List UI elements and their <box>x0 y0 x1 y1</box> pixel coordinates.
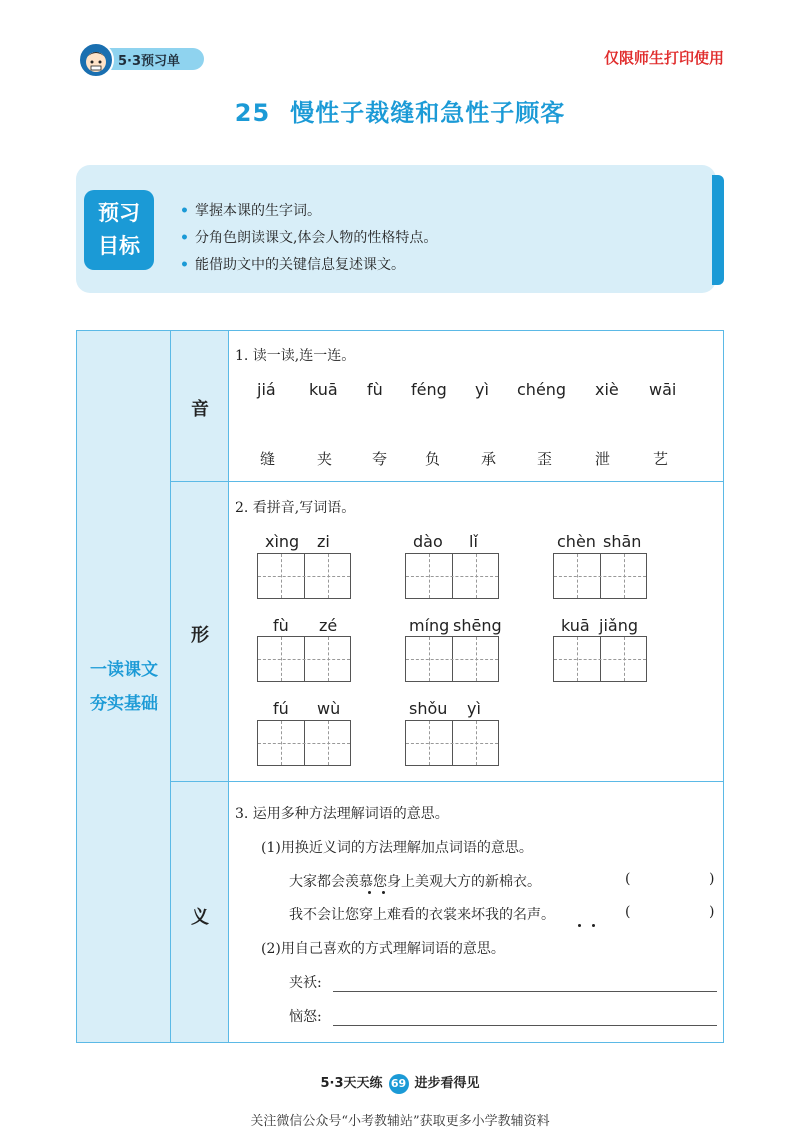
q1-pinyin: féng <box>411 380 447 399</box>
q3-prompt: 3. 运用多种方法理解词语的意思。 <box>235 806 449 822</box>
q1-hanzi: 艺 <box>653 450 669 468</box>
section-column <box>171 331 229 1042</box>
emphasis-dot <box>368 891 371 894</box>
q1-hanzi: 夸 <box>372 450 388 468</box>
q2-pinyin: wù <box>317 699 341 718</box>
q2-pinyin: shǒu <box>409 699 448 718</box>
footer-left: 5·3天天练 <box>320 1076 383 1091</box>
writing-box[interactable] <box>553 636 647 682</box>
q2-pinyin: lǐ <box>469 532 478 551</box>
mascot-avatar-icon <box>78 42 114 78</box>
q1-pinyin: wāi <box>649 380 677 399</box>
s2-before: 我不会让您穿上难看的衣裳来坏我的 <box>289 907 513 923</box>
goal-item: • 分角色朗读课文,体会人物的性格特点。 <box>180 225 437 252</box>
word1-label: 夹袄: <box>289 975 322 991</box>
q2-pinyin: shān <box>603 532 642 551</box>
emphasis-dot <box>578 924 581 927</box>
q1-hanzi: 夹 <box>317 450 333 468</box>
s2-paren-open: ( <box>625 904 631 920</box>
q2-pinyin: zi <box>317 532 330 551</box>
q2-prompt: 2. 看拼音,写词语。 <box>235 500 356 516</box>
writing-box[interactable] <box>257 636 351 682</box>
q2-pinyin: fú <box>273 699 289 718</box>
q2-pinyin: jiǎng <box>599 616 638 635</box>
q2-pinyin: dào <box>413 532 443 551</box>
goals-label <box>84 190 154 270</box>
writing-box[interactable] <box>257 720 351 766</box>
answer-line[interactable] <box>333 991 717 992</box>
side-label-line1: 一读课文 <box>90 660 158 680</box>
s2-after: 。 <box>541 907 555 923</box>
answer-line[interactable] <box>333 1025 717 1026</box>
s1-before: 大家都会 <box>289 874 345 890</box>
header-badge <box>78 42 206 74</box>
page-number: 69 <box>389 1074 409 1094</box>
q2-pinyin: shēng <box>453 616 502 635</box>
s1-paren-open: ( <box>625 871 631 887</box>
s1-paren-close: ) <box>709 871 715 887</box>
footer <box>0 1072 800 1094</box>
section-sound: 音 <box>191 399 209 420</box>
goals-panel-edge <box>712 175 724 285</box>
badge-label: 5·3预习单 <box>118 54 181 69</box>
q3-sub1: (1)用换近义词的方法理解加点词语的意思。 <box>261 840 533 856</box>
q2-pinyin: yì <box>467 699 481 718</box>
q1-prompt: 1. 读一读,连一连。 <box>235 348 356 364</box>
emphasis-dot <box>592 924 595 927</box>
goals-list <box>180 198 437 279</box>
footer-right: 进步看得见 <box>414 1076 480 1091</box>
q1-pinyin: fù <box>367 380 383 399</box>
q3-sub2: (2)用自己喜欢的方式理解词语的意思。 <box>261 941 505 957</box>
side-label-line2: 夯实基础 <box>90 694 158 714</box>
writing-box[interactable] <box>553 553 647 599</box>
q1-pinyin: xiè <box>595 380 619 399</box>
page-title <box>0 93 800 128</box>
q1-pinyin: yì <box>475 380 489 399</box>
writing-box[interactable] <box>405 553 499 599</box>
bottom-note: 关注微信公众号“小考教辅站”获取更多小学教辅资料 <box>250 1114 550 1129</box>
row-divider <box>171 781 723 782</box>
q1-hanzi: 泄 <box>595 450 611 468</box>
word2-label: 恼怒: <box>289 1009 322 1025</box>
q2-pinyin: zé <box>319 616 338 635</box>
q3-sentence2 <box>289 904 555 924</box>
q1-hanzi: 歪 <box>537 450 553 468</box>
writing-box[interactable] <box>405 636 499 682</box>
s1-after: 您身上美观大方的新棉衣。 <box>373 874 541 890</box>
goals-label-line2: 目标 <box>98 234 140 258</box>
q1-hanzi: 承 <box>481 450 497 468</box>
q1-pinyin: kuā <box>309 380 338 399</box>
q1-pinyin: chéng <box>517 380 567 399</box>
exercise-table <box>76 330 724 1043</box>
q2-pinyin: xìng <box>265 532 300 551</box>
goal-item: • 能借助文中的关键信息复述课文。 <box>180 252 437 279</box>
s2-dotted-word: 名声 <box>513 907 541 923</box>
lesson-number: 25 <box>234 99 271 127</box>
q2-pinyin: kuā <box>561 616 590 635</box>
section-form: 形 <box>191 625 209 646</box>
q2-pinyin: fù <box>273 616 289 635</box>
print-notice: 仅限师生打印使用 <box>603 49 724 67</box>
row-divider <box>171 481 723 482</box>
q1-hanzi: 负 <box>425 450 441 468</box>
writing-box[interactable] <box>257 553 351 599</box>
q2-pinyin: chèn <box>557 532 596 551</box>
emphasis-dot <box>382 891 385 894</box>
q1-pinyin: jiá <box>257 380 276 399</box>
section-meaning: 义 <box>191 907 209 928</box>
lesson-title: 慢性子裁缝和急性子顾客 <box>290 99 566 127</box>
s1-dotted-word: 羡慕 <box>345 874 373 890</box>
q3-sentence1 <box>289 871 541 891</box>
goals-label-line1: 预习 <box>98 201 140 225</box>
q1-hanzi: 缝 <box>260 450 276 468</box>
q2-pinyin: míng <box>409 616 450 635</box>
goal-item: • 掌握本课的生字词。 <box>180 198 437 225</box>
writing-box[interactable] <box>405 720 499 766</box>
s2-paren-close: ) <box>709 904 715 920</box>
